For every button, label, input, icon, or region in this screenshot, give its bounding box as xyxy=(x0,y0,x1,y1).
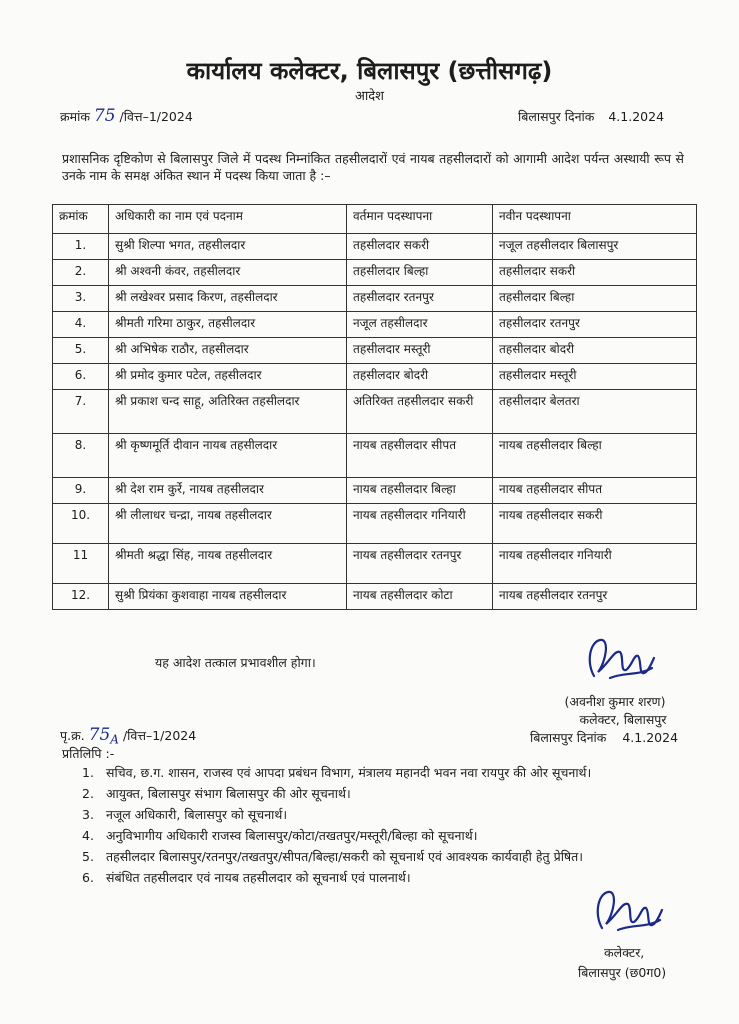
cell-serial: 4. xyxy=(53,312,109,338)
cell-new: नायब तहसीलदार सीपत xyxy=(493,478,697,504)
order-reference xyxy=(60,106,193,126)
cell-serial: 8. xyxy=(53,434,109,478)
cell-officer: श्री अभिषेक राठौर, तहसीलदार xyxy=(109,338,347,364)
table-row xyxy=(53,478,697,504)
cell-new: नजूल तहसीलदार बिलासपुर xyxy=(493,234,697,260)
cell-current: नजूल तहसीलदार xyxy=(347,312,493,338)
list-item: 2. आयुक्त, बिलासपुर संभाग बिलासपुर की ओर सूचनार्थ। xyxy=(82,786,351,801)
cell-officer: श्री प्रकाश चन्द साहू, अतिरिक्त तहसीलदार xyxy=(109,390,347,434)
endorsement-place-label: बिलासपुर दिनांक xyxy=(530,730,607,745)
endorsement-number-suffix: A xyxy=(110,732,119,747)
table-row xyxy=(53,584,697,610)
header-serial: क्रमांक xyxy=(53,205,109,234)
table-row xyxy=(53,390,697,434)
cell-officer: श्री लीलाधर चन्द्रा, नायब तहसीलदार xyxy=(109,504,347,544)
cell-new: नायब तहसीलदार बिल्हा xyxy=(493,434,697,478)
cell-serial: 7. xyxy=(53,390,109,434)
table-row xyxy=(53,260,697,286)
cell-new: तहसीलदार बोदरी xyxy=(493,338,697,364)
table-row xyxy=(53,312,697,338)
signatory-name: (अवनीश कुमार शरण) xyxy=(564,694,666,709)
order-prefix: क्रमांक xyxy=(60,109,90,124)
copy-to-label: प्रतिलिपि :- xyxy=(62,746,115,761)
cell-officer: श्रीमती गरिमा ठाकुर, तहसीलदार xyxy=(109,312,347,338)
header-new-posting: नवीन पदस्थापना xyxy=(493,205,697,234)
posting-table xyxy=(52,204,697,610)
table-row xyxy=(53,286,697,312)
cell-serial: 10. xyxy=(53,504,109,544)
endorsement-date: 4.1.2024 xyxy=(622,730,679,745)
list-item: 3. नजूल अधिकारी, बिलासपुर को सूचनार्थ। xyxy=(82,807,288,822)
endorsement-place-date xyxy=(530,729,678,746)
table-row xyxy=(53,364,697,390)
table-header-row xyxy=(53,205,697,234)
cell-officer: श्री प्रमोद कुमार पटेल, तहसीलदार xyxy=(109,364,347,390)
cell-new: तहसीलदार रतनपुर xyxy=(493,312,697,338)
list-item: 5. तहसीलदार बिलासपुर/रतनपुर/तखतपुर/सीपत/बिल्हा/सकरी को सूचनार्थ एवं आवश्यक कार्यवाही हेतु प्रेषित। xyxy=(82,849,584,864)
header-officer: अधिकारी का नाम एवं पदनाम xyxy=(109,205,347,234)
endorsement-reference xyxy=(60,725,196,747)
cell-serial: 9. xyxy=(53,478,109,504)
cell-officer: सुश्री शिल्पा भगत, तहसीलदार xyxy=(109,234,347,260)
cell-officer: श्री लखेश्वर प्रसाद किरण, तहसीलदार xyxy=(109,286,347,312)
cell-current: तहसीलदार मस्तूरी xyxy=(347,338,493,364)
endorsement-number-handwritten: 75 xyxy=(88,725,111,745)
copy-list xyxy=(82,764,712,890)
header-current-posting: वर्तमान पदस्थापना xyxy=(347,205,493,234)
signatory-designation: कलेक्टर, बिलासपुर xyxy=(579,712,667,727)
document-subtitle: आदेश xyxy=(354,89,385,104)
cell-current: नायब तहसीलदार कोटा xyxy=(347,584,493,610)
table-row xyxy=(53,504,697,544)
table-row xyxy=(53,234,697,260)
cell-current: नायब तहसीलदार बिल्हा xyxy=(347,478,493,504)
cell-current: तहसीलदार बोदरी xyxy=(347,364,493,390)
cell-current: नायब तहसीलदार रतनपुर xyxy=(347,544,493,584)
cell-serial: 2. xyxy=(53,260,109,286)
cell-new: तहसीलदार बिल्हा xyxy=(493,286,697,312)
document-title: कार्यालय कलेक्टर, बिलासपुर (छत्तीसगढ़) xyxy=(186,57,553,85)
cell-current: तहसीलदार सकरी xyxy=(347,234,493,260)
cell-officer: सुश्री प्रियंका कुशवाहा नायब तहसीलदार xyxy=(109,584,347,610)
cell-current: नायब तहसीलदार सीपत xyxy=(347,434,493,478)
collector-signature xyxy=(580,632,660,690)
cell-officer: श्री अश्वनी कंवर, तहसीलदार xyxy=(109,260,347,286)
cell-new: तहसीलदार सकरी xyxy=(493,260,697,286)
footer-designation: कलेक्टर, xyxy=(604,945,645,960)
intro-paragraph: प्रशासनिक दृष्टिकोण से बिलासपुर जिले में पदस्थ निम्नांकित तहसीलदारों एवं नायब तहसीलदारों को आगामी आदेश पर्यन्त अस्थायी रूप से उनके नाम के समक्ष अंकित स्थान में पदस्थ किया जाता है :– xyxy=(62,151,684,183)
table-row xyxy=(53,434,697,478)
cell-new: नायब तहसीलदार रतनपुर xyxy=(493,584,697,610)
list-item: 6. संबंधित तहसीलदार एवं नायब तहसीलदार को सूचनार्थ एवं पालनार्थ। xyxy=(82,870,411,885)
table-row xyxy=(53,338,697,364)
order-number-handwritten: 75 xyxy=(93,106,116,126)
order-date: 4.1.2024 xyxy=(608,109,665,124)
cell-serial: 5. xyxy=(53,338,109,364)
cell-new: तहसीलदार बेलतरा xyxy=(493,390,697,434)
footer-place: बिलासपुर (छ0ग0) xyxy=(578,965,667,980)
cell-serial: 1. xyxy=(53,234,109,260)
order-place-date xyxy=(518,108,664,125)
endorsement-suffix: /वित्त–1/2024 xyxy=(122,728,197,743)
endorsement-prefix: पृ.क्र. xyxy=(60,728,85,743)
cell-officer: श्री कृष्णमूर्ति दीवान नायब तहसीलदार xyxy=(109,434,347,478)
cell-current: तहसीलदार बिल्हा xyxy=(347,260,493,286)
cell-new: नायब तहसीलदार सकरी xyxy=(493,504,697,544)
table-row xyxy=(53,544,697,584)
cell-new: तहसीलदार मस्तूरी xyxy=(493,364,697,390)
footer-signature xyxy=(588,884,668,942)
effect-statement: यह आदेश तत्काल प्रभावशील होगा। xyxy=(155,655,316,670)
place-date-label: बिलासपुर दिनांक xyxy=(518,109,595,124)
cell-new: नायब तहसीलदार गनियारी xyxy=(493,544,697,584)
cell-serial: 3. xyxy=(53,286,109,312)
cell-current: अतिरिक्त तहसीलदार सकरी xyxy=(347,390,493,434)
cell-serial: 6. xyxy=(53,364,109,390)
list-item: 4. अनुविभागीय अधिकारी राजस्व बिलासपुर/कोटा/तखतपुर/मस्तूरी/बिल्हा को सूचनार्थ। xyxy=(82,828,478,843)
cell-serial: 11 xyxy=(53,544,109,584)
cell-officer: श्रीमती श्रद्धा सिंह, नायब तहसीलदार xyxy=(109,544,347,584)
list-item: 1. सचिव, छ.ग. शासन, राजस्व एवं आपदा प्रबंधन विभाग, मंत्रालय महानदी भवन नवा रायपुर की ओर सूचनार्थ। xyxy=(82,765,592,780)
cell-current: नायब तहसीलदार गनियारी xyxy=(347,504,493,544)
cell-serial: 12. xyxy=(53,584,109,610)
cell-current: तहसीलदार रतनपुर xyxy=(347,286,493,312)
order-suffix: /वित्त–1/2024 xyxy=(119,109,193,124)
cell-officer: श्री देश राम कुर्रे, नायब तहसीलदार xyxy=(109,478,347,504)
